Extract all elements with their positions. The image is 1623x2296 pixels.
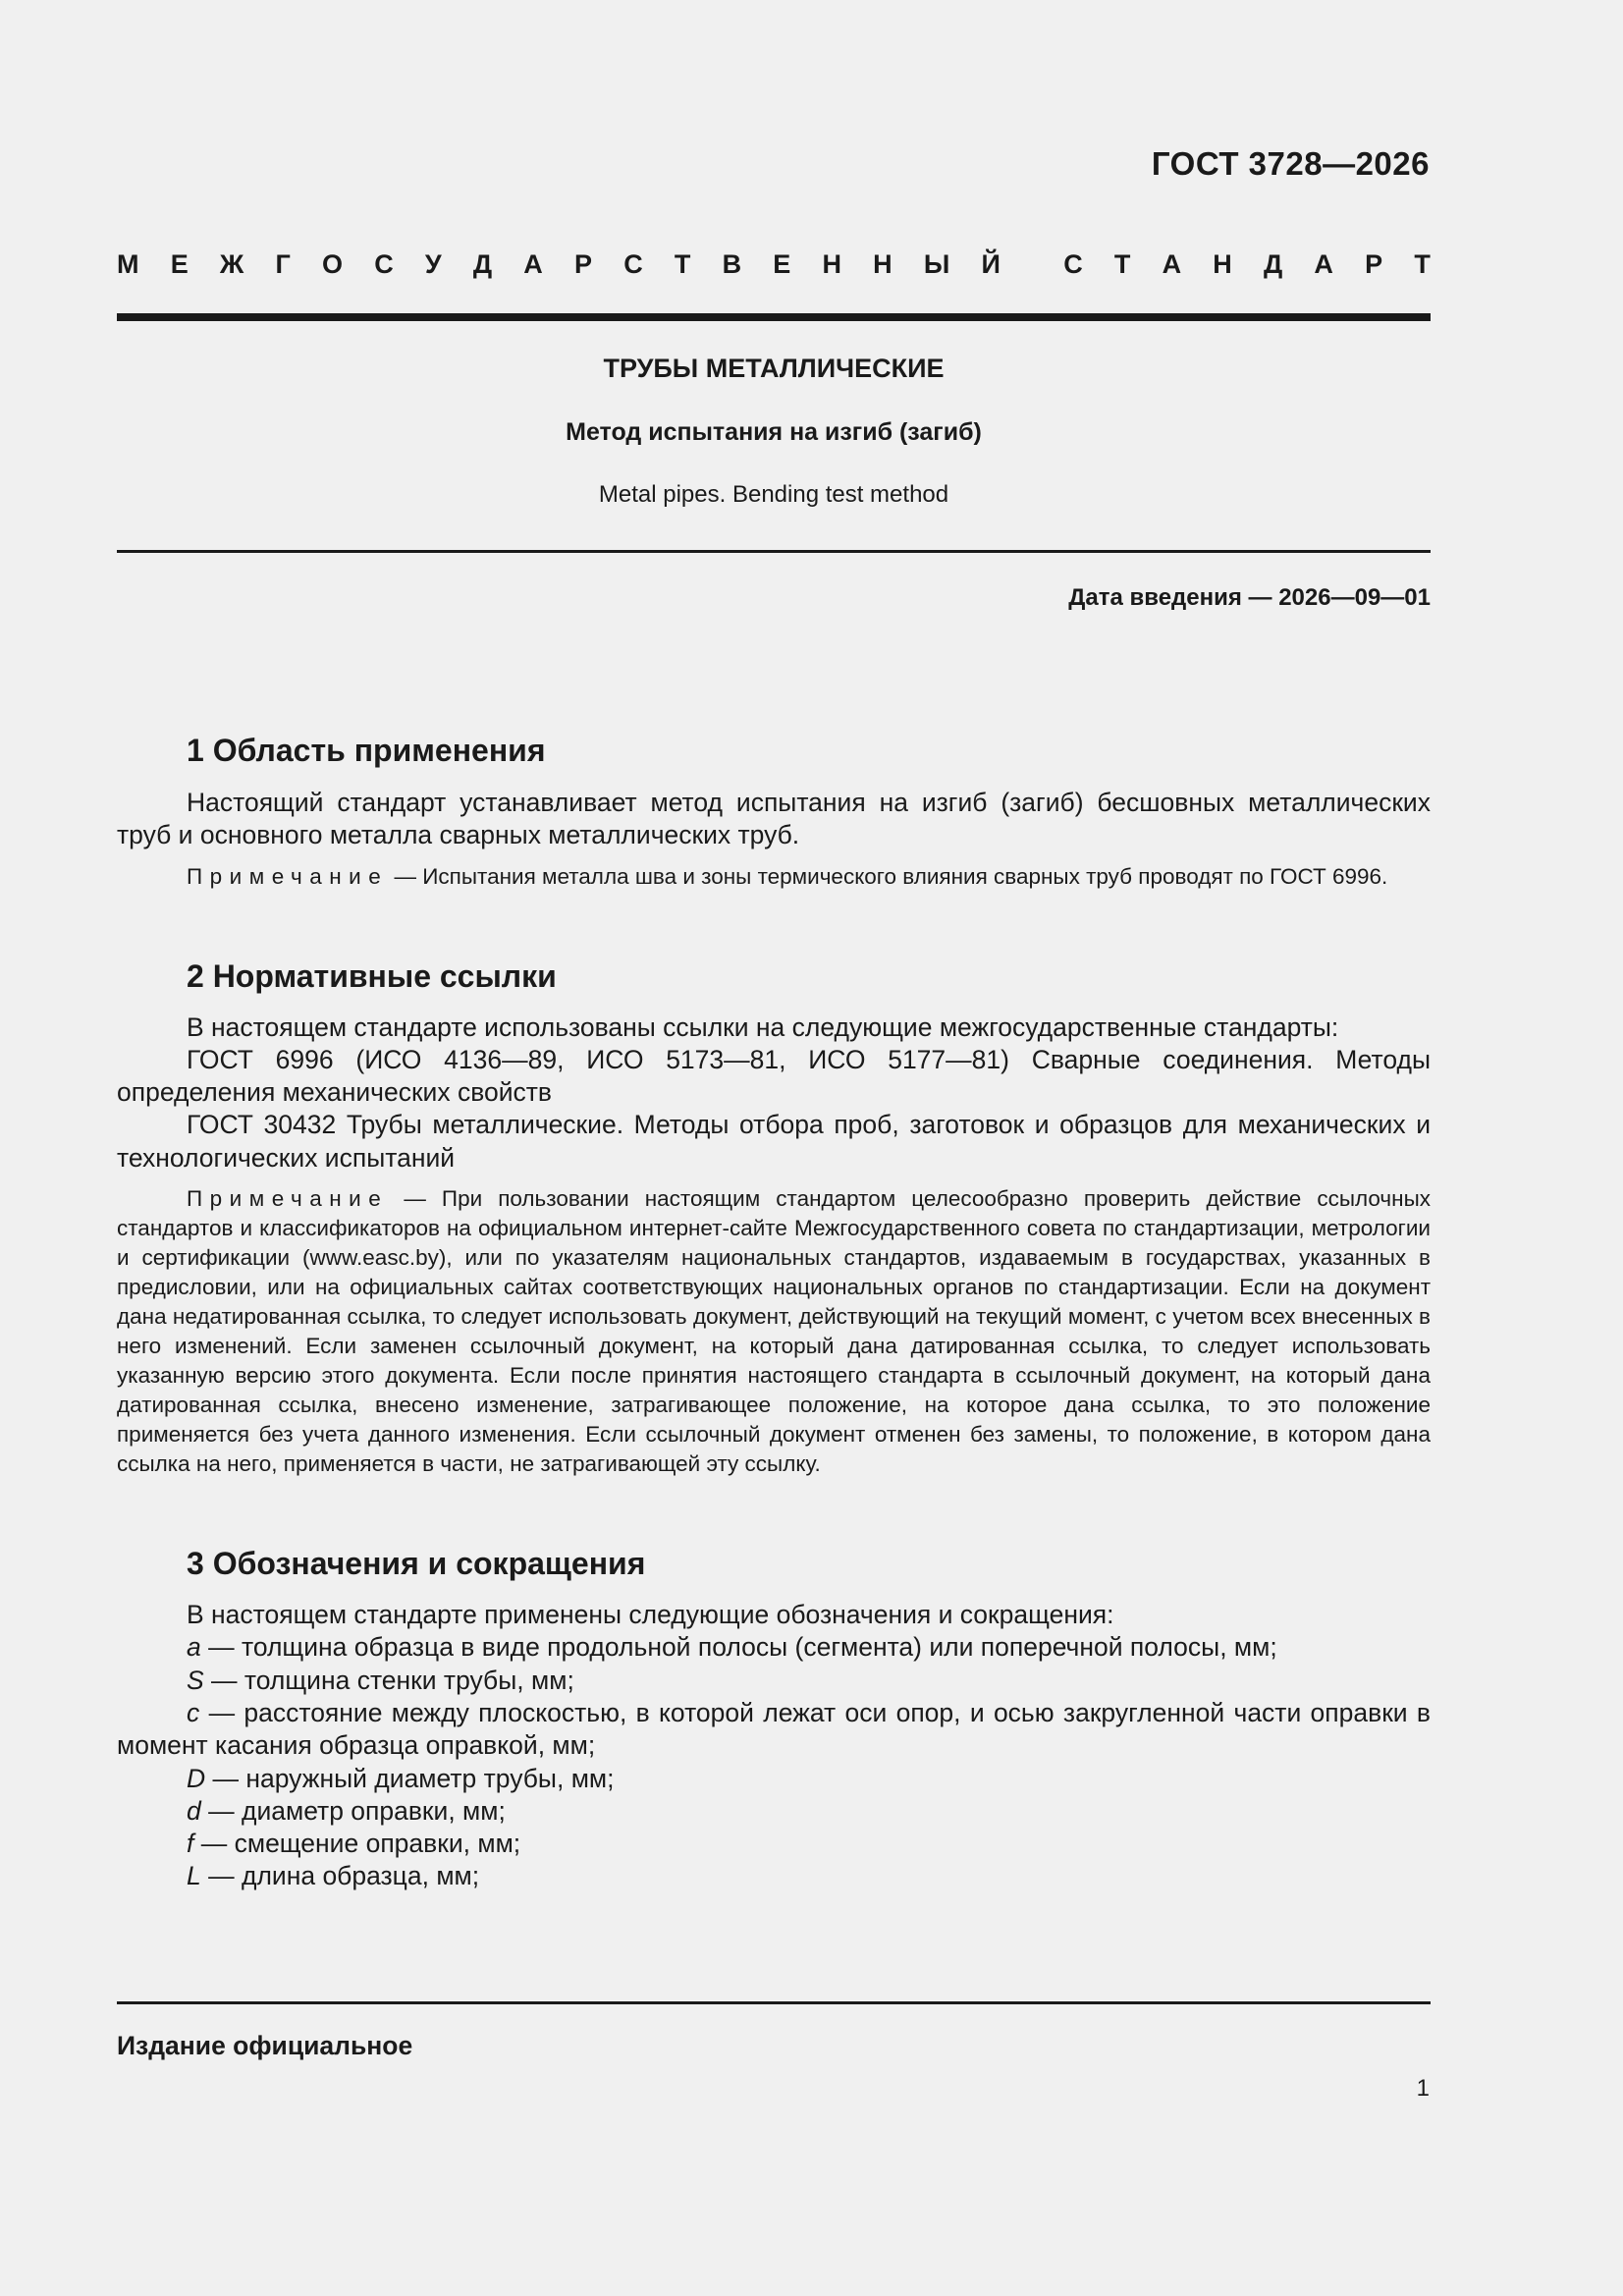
symbol-text: — диаметр оправки, мм; — [200, 1795, 506, 1826]
banner-letter: Н — [822, 249, 841, 279]
symbol-text: — длина образца, мм; — [200, 1861, 480, 1891]
symbol: f — [187, 1829, 194, 1859]
banner-letter: Й — [981, 249, 1001, 279]
banner-letter: Р — [573, 249, 592, 279]
banner-letter: Д — [472, 249, 493, 279]
symbol-text: — толщина стенки трубы, мм; — [203, 1665, 574, 1695]
banner-letter: У — [424, 249, 442, 279]
symbol-definition — [117, 1631, 1431, 1664]
banner-letter: Т — [674, 249, 691, 279]
symbol: a — [187, 1632, 201, 1663]
symbol-definition — [117, 1795, 1431, 1828]
banner-letter: Ж — [219, 249, 244, 279]
section-2-reference-gost-30432: ГОСТ 30432 Трубы металлические. Методы отбора проб, заготовок и образцов для механических и технологических испытаний — [117, 1110, 1431, 1173]
banner-letter: Е — [773, 249, 791, 279]
banner-letter: Д — [1263, 249, 1283, 279]
symbol-text: — смещение оправки, мм; — [193, 1829, 521, 1859]
symbol: c — [187, 1697, 200, 1727]
document-title-english: Metal pipes. Bending test method — [598, 481, 949, 508]
symbol-definition — [117, 1828, 1431, 1860]
note-label: Примечание — [187, 863, 389, 889]
section-3-intro: В настоящем стандарте применены следующие обозначения и сокращения: — [187, 1600, 1114, 1630]
section-2-heading: 2 Нормативные ссылки — [187, 957, 557, 994]
note-label: Примечание — [187, 1186, 389, 1212]
note-text: — При пользовании настоящим стандартом целесообразно проверить действие ссылочных стандартов и классификаторов на официальном интернет-сайте Межгосударственного совета по стандартизации, метрологии и сертификации (www.easc.by), или по указателям национальных стандартов, издаваемым в государствах, указанных в предисловии, или на официальных сайтах соответствующих национальных органов по стандартизации. Если на документ дана недатированная ссылка, то следует использовать документ, действующий на текущий момент, с учетом всех внесенных в него изменений. Если заменен ссылочный документ, на который дана датированная ссылка, то следует использовать указанную версию этого документа. Если после принятия настоящего стандарта в ссылочный документ, на который дана датированная ссылка, внесено изменение, затрагивающее положение, на которое дана ссылка, то это положение применяется без учета данного изменения. Если ссылочный документ отменен без замены, то положение, в котором дана ссылка на него, применяется в части, не затрагивающей эту ссылку. — [117, 1186, 1431, 1477]
page-number: 1 — [1416, 2075, 1430, 2102]
banner-letter: А — [1314, 249, 1333, 279]
section-2-reference-gost-6996: ГОСТ 6996 (ИСО 4136—89, ИСО 5173—81, ИСО 5177—81) Сварные соединения. Методы определения механических свойств — [117, 1044, 1431, 1108]
section-1-note — [117, 862, 1431, 892]
symbol: L — [187, 1861, 201, 1891]
section-1-paragraph: Настоящий стандарт устанавливает метод испытания на изгиб (загиб) бесшовных металлических труб и основного металла сварных металлических труб. — [117, 788, 1431, 850]
banner-letter: Ы — [923, 249, 950, 279]
banner-letter: Г — [275, 249, 291, 279]
symbol: d — [187, 1795, 201, 1826]
document-number: ГОСТ 3728—2026 — [1151, 145, 1430, 182]
footer-divider — [117, 2001, 1431, 2004]
introduction-date: Дата введения — 2026—09—01 — [1068, 584, 1431, 611]
banner-letter: В — [722, 249, 742, 279]
document-subtitle: Метод испытания на изгиб (загиб) — [566, 418, 982, 446]
banner-letter: Т — [1113, 249, 1131, 279]
note-text: — Испытания металла шва и зоны термического влияния сварных труб проводят по ГОСТ 6996. — [388, 863, 1388, 889]
symbol-definition — [117, 1860, 1431, 1892]
banner-letter: Н — [873, 249, 893, 279]
section-2-note — [117, 1184, 1431, 1479]
banner-letter: А — [523, 249, 543, 279]
banner-letter: М — [117, 249, 139, 279]
header-thick-rule — [117, 313, 1431, 321]
banner-letter: Н — [1213, 249, 1232, 279]
title-divider — [117, 550, 1431, 553]
banner-letter: О — [321, 249, 343, 279]
symbol: S — [187, 1665, 204, 1695]
symbol-text: — толщина образца в виде продольной полосы (сегмента) или поперечной полосы, мм; — [200, 1632, 1277, 1663]
banner-letter: Е — [170, 249, 189, 279]
section-3-heading: 3 Обозначения и сокращения — [187, 1546, 646, 1582]
banner-letter: С — [1063, 249, 1083, 279]
banner-letter: С — [374, 249, 394, 279]
symbol-text: — расстояние между плоскостью, в которой лежат оси опор, и осью закругленной части оправки в момент касания образца оправкой, мм; — [117, 1697, 1431, 1761]
section-2-paragraph-intro: В настоящем стандарте использованы ссылки на следующие межгосударственные стандарты: — [187, 1011, 1339, 1042]
standard-banner — [117, 249, 1431, 280]
document-title: ТРУБЫ МЕТАЛЛИЧЕСКИЕ — [603, 354, 945, 383]
symbol-text: — наружный диаметр трубы, мм; — [205, 1763, 615, 1793]
symbol: D — [187, 1763, 206, 1793]
official-edition-label: Издание официальное — [117, 2031, 413, 2060]
symbol-definition — [117, 1697, 1431, 1763]
symbol-definition — [117, 1763, 1431, 1795]
symbol-definition — [117, 1665, 1431, 1697]
section-1-heading: 1 Область применения — [187, 733, 546, 768]
banner-letter: Т — [1414, 249, 1431, 279]
document-body — [117, 729, 1431, 1893]
banner-letter: А — [1162, 249, 1182, 279]
banner-letter: С — [623, 249, 643, 279]
banner-letter: Р — [1365, 249, 1383, 279]
